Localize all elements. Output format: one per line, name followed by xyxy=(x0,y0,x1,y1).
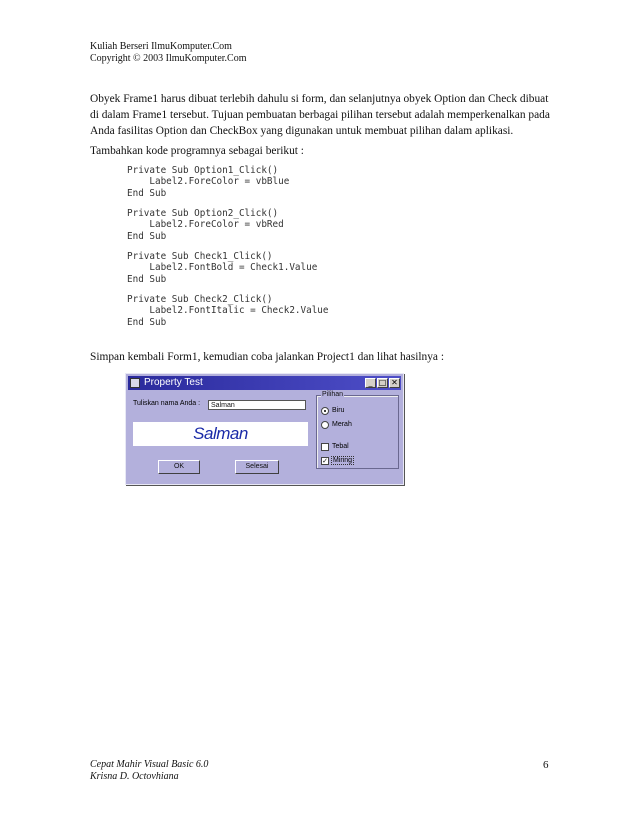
window-titlebar[interactable] xyxy=(128,376,401,390)
code-block-option2: Private Sub Option2_Click() Label2.ForeColor = vbRed End Sub xyxy=(127,208,284,242)
header-copyright: Copyright © 2003 IlmuKomputer.Com xyxy=(90,53,247,64)
checkmark-icon: ✓ xyxy=(322,457,328,465)
code-block-check1: Private Sub Check1_Click() Label2.FontBold = Check1.Value End Sub xyxy=(127,251,318,285)
display-label: Salman xyxy=(133,422,308,446)
maximize-icon[interactable]: □ xyxy=(378,378,387,387)
radio-selected-dot-icon xyxy=(324,410,326,412)
selesai-button[interactable]: Selesai xyxy=(235,460,279,474)
close-icon[interactable]: ✕ xyxy=(389,378,400,388)
check-miring-checkbox[interactable] xyxy=(321,457,329,465)
code-intro-paragraph: Tambahkan kode programnya sebagai berikut : xyxy=(90,145,304,157)
property-test-window xyxy=(125,373,404,485)
window-title: Property Test xyxy=(144,377,203,388)
ok-button[interactable]: OK xyxy=(158,460,200,474)
page-number: 6 xyxy=(543,759,549,771)
footer-author: Krisna D. Octovhiana xyxy=(90,771,179,782)
name-label: Tuliskan nama Anda : xyxy=(133,400,201,407)
code-block-option1: Private Sub Option1_Click() Label2.ForeColor = vbBlue End Sub xyxy=(127,165,290,199)
options-frame xyxy=(316,391,399,469)
result-paragraph: Simpan kembali Form1, kemudian coba jalankan Project1 dan lihat hasilnya : xyxy=(90,351,444,363)
check-tebal-label[interactable]: Tebal xyxy=(332,443,349,450)
check-tebal-checkbox[interactable] xyxy=(321,443,329,451)
page-header xyxy=(90,41,246,65)
footer-book-title: Cepat Mahir Visual Basic 6.0 xyxy=(90,759,209,770)
option-merah-label[interactable]: Merah xyxy=(332,421,352,428)
option-biru-radio[interactable] xyxy=(321,407,329,415)
minimize-icon[interactable]: _ xyxy=(365,378,376,388)
option-biru-label[interactable]: Biru xyxy=(332,407,345,414)
name-input[interactable]: Salman xyxy=(208,400,306,410)
option-merah-radio[interactable] xyxy=(321,421,329,429)
header-series: Kuliah Berseri IlmuKomputer.Com xyxy=(90,41,232,52)
code-block-check2: Private Sub Check2_Click() Label2.FontItalic = Check2.Value End Sub xyxy=(127,294,329,328)
intro-paragraph: Obyek Frame1 harus dibuat terlebih dahulu si form, dan selanjutnya obyek Option dan Check dibuat di dalam Frame1 tersebut. Tujuan pembuatan berbagai pilihan tersebut adalah memperkenalkan pada Anda fasilitas Option dan CheckBox yang digunakan untuk membuat pilihan dalam aplikasi. xyxy=(90,93,550,137)
app-icon xyxy=(130,378,140,388)
frame-caption: Pilihan xyxy=(322,391,344,398)
page-footer xyxy=(90,759,208,783)
check-miring-label[interactable]: Miring xyxy=(333,457,353,464)
